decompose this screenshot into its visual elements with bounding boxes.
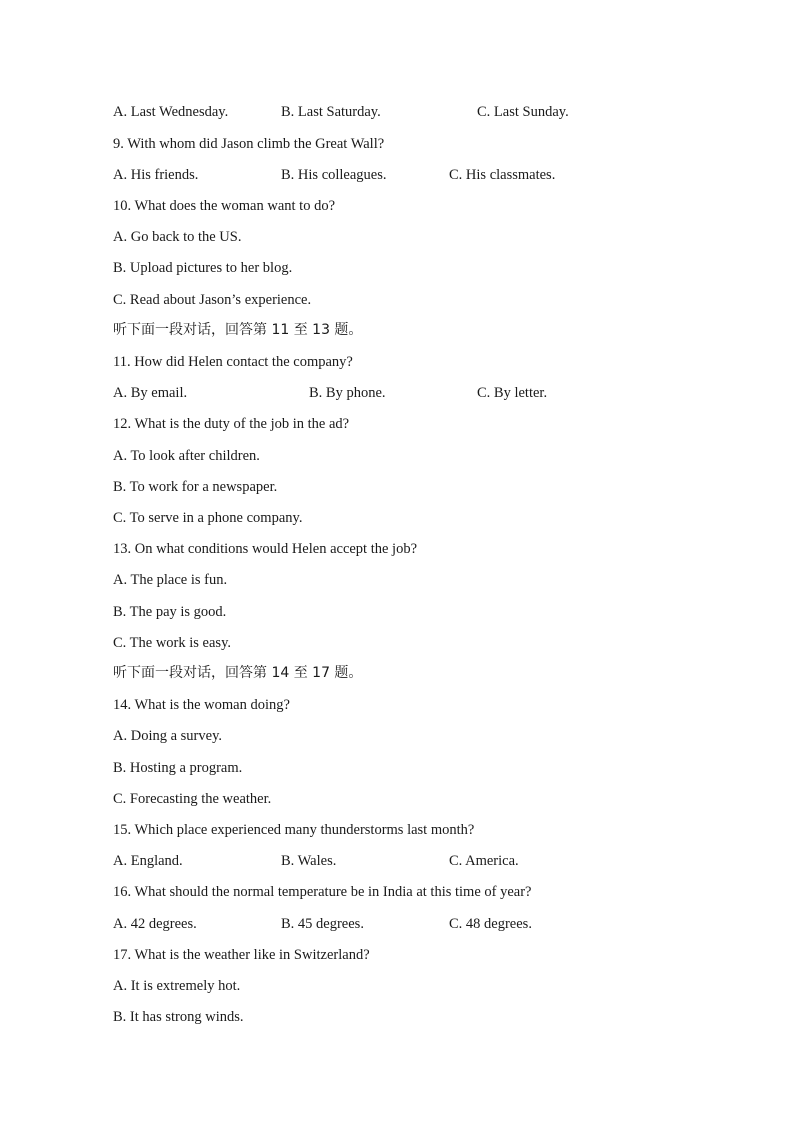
q17-option-b: B. It has strong winds.: [113, 1009, 244, 1025]
q16-option-c: C. 48 degrees.: [449, 916, 532, 932]
section-heading-14-17: 听下面一段对话，回答第 14 至 17 题。: [113, 665, 363, 681]
q8-option-a: A. Last Wednesday.: [113, 104, 229, 120]
q15-option-b: B. Wales.: [281, 853, 337, 869]
q16-question: 16. What should the normal temperature be in India at this time of year?: [113, 884, 532, 900]
q11-option-b: B. By phone.: [309, 385, 386, 401]
q15-question: 15. Which place experienced many thunderstorms last month?: [113, 822, 475, 838]
q16-option-a: A. 42 degrees.: [113, 916, 197, 932]
q14-question: 14. What is the woman doing?: [113, 697, 290, 713]
q8-option-c: C. Last Sunday.: [477, 104, 569, 120]
q15-option-c: C. America.: [449, 853, 519, 869]
q9-option-a: A. His friends.: [113, 167, 199, 183]
q13-option-a: A. The place is fun.: [113, 572, 228, 588]
q13-question: 13. On what conditions would Helen accept the job?: [113, 541, 418, 557]
q10-option-a: A. Go back to the US.: [113, 229, 242, 245]
q12-question: 12. What is the duty of the job in the ad?: [113, 416, 350, 432]
q12-option-a: A. To look after children.: [113, 448, 260, 464]
q17-option-a: A. It is extremely hot.: [113, 978, 241, 994]
q9-option-b: B. His colleagues.: [281, 167, 387, 183]
q17-question: 17. What is the weather like in Switzerland?: [113, 947, 370, 963]
q12-option-b: B. To work for a newspaper.: [113, 479, 278, 495]
q14-option-c: C. Forecasting the weather.: [113, 791, 272, 807]
q11-question: 11. How did Helen contact the company?: [113, 354, 353, 370]
q11-option-c: C. By letter.: [477, 385, 548, 401]
q15-option-a: A. England.: [113, 853, 183, 869]
q10-option-c: C. Read about Jason’s experience.: [113, 292, 312, 308]
q14-option-b: B. Hosting a program.: [113, 760, 243, 776]
q9-question: 9. With whom did Jason climb the Great Wall?: [113, 136, 385, 152]
q10-question: 10. What does the woman want to do?: [113, 198, 336, 214]
q14-option-a: A. Doing a survey.: [113, 728, 222, 744]
q12-option-c: C. To serve in a phone company.: [113, 510, 303, 526]
q9-option-c: C. His classmates.: [449, 167, 556, 183]
q11-option-a: A. By email.: [113, 385, 188, 401]
q10-option-b: B. Upload pictures to her blog.: [113, 260, 293, 276]
q13-option-b: B. The pay is good.: [113, 604, 227, 620]
q13-option-c: C. The work is easy.: [113, 635, 231, 651]
q8-option-b: B. Last Saturday.: [281, 104, 381, 120]
section-heading-11-13: 听下面一段对话，回答第 11 至 13 题。: [113, 322, 363, 338]
q16-option-b: B. 45 degrees.: [281, 916, 364, 932]
